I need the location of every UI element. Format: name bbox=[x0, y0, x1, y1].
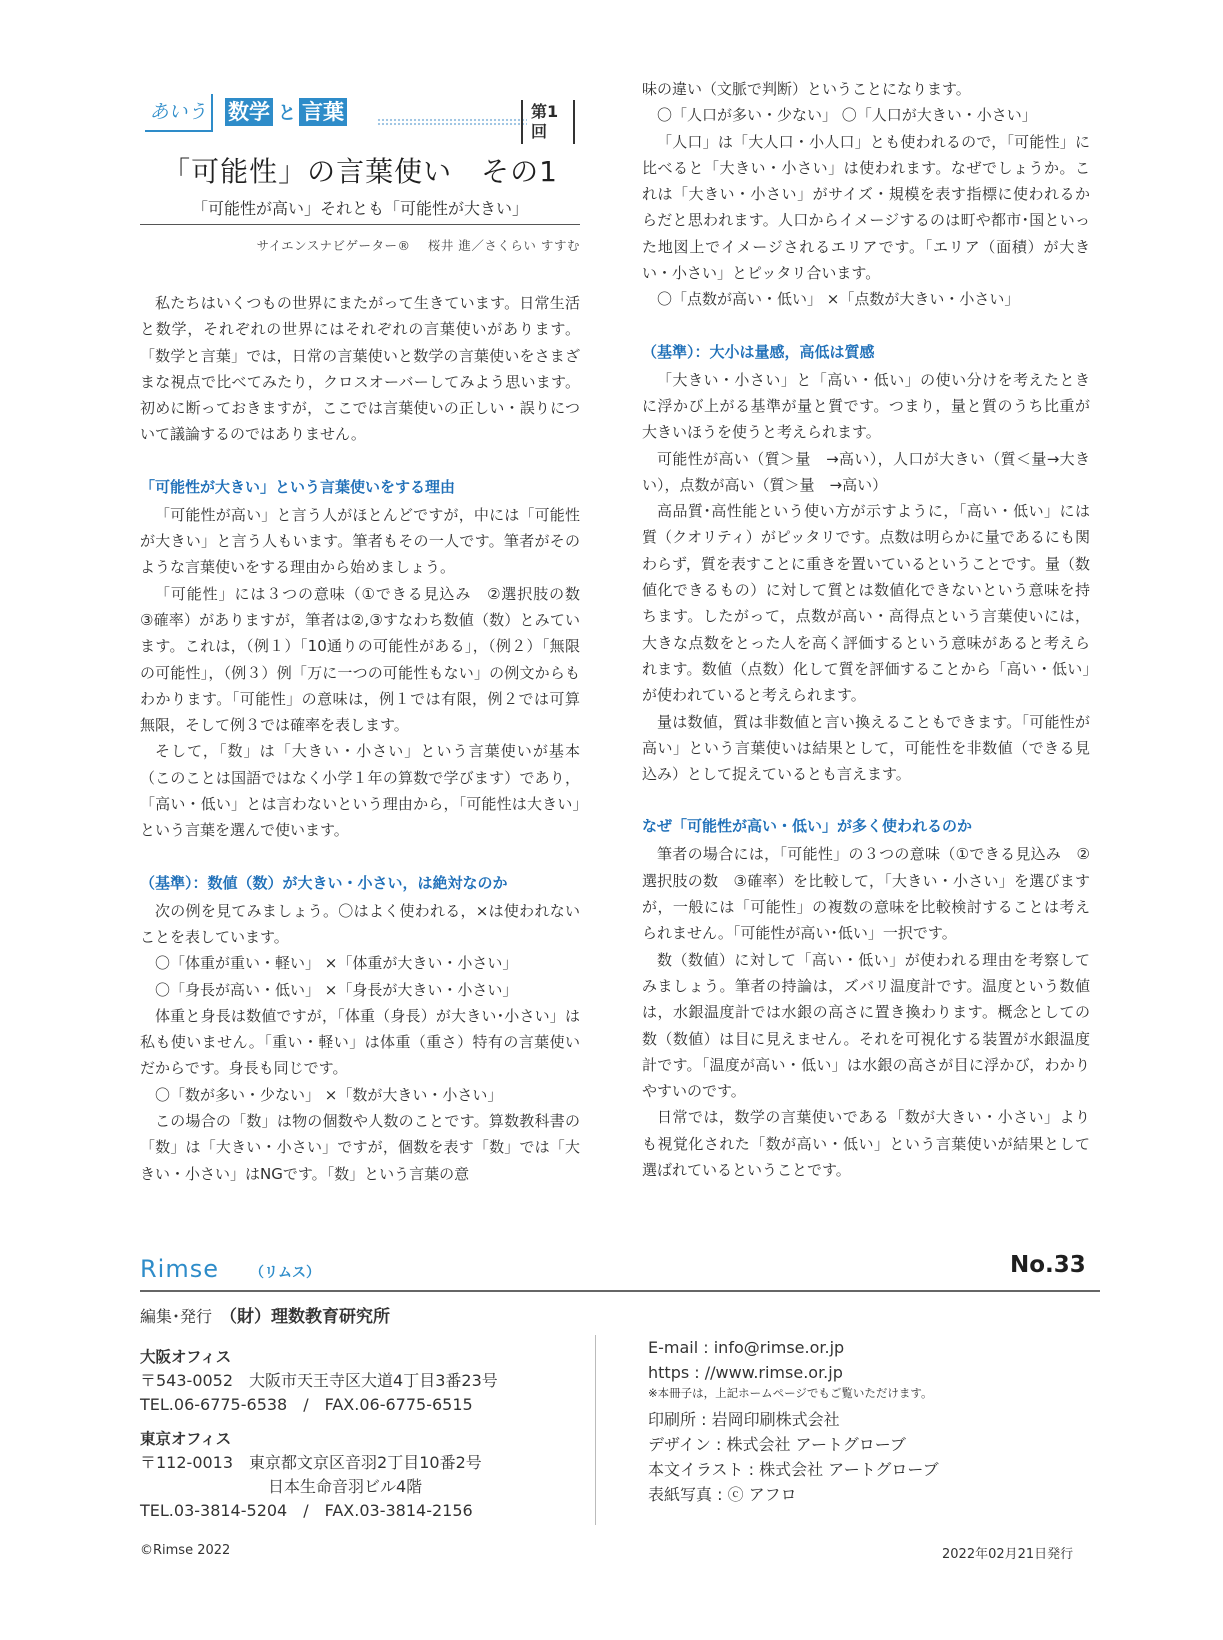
footer-vertical-divider bbox=[595, 1335, 596, 1525]
credit-illustration: 本文イラスト : 株式会社 アートグローブ bbox=[648, 1460, 939, 1479]
section-heading-2: （基準）：数値（数）が大きい・小さい，は絶対なのか bbox=[140, 873, 508, 892]
paragraph: 「大きい・小さい」と「高い・低い」の使い分けを考えたときに浮かび上がる基準が量と質です。つまり，量と質のうち比重が大きいほうを使うと考えられます。 bbox=[642, 370, 1090, 442]
series-word-and: と bbox=[278, 103, 296, 124]
author-byline: サイエンスナビゲーター® 桜井 進／さくらい すすむ bbox=[256, 238, 580, 253]
tokyo-address: 〒112-0013 東京都文京区音羽2丁目10番2号 bbox=[140, 1453, 482, 1472]
series-word-math: 数学 bbox=[225, 98, 273, 126]
website-note: ※本冊子は，上記ホームページでもご覧いただけます。 bbox=[648, 1386, 933, 1400]
right-column bbox=[642, 76, 1090, 1183]
contact-credits bbox=[648, 1335, 1098, 1507]
tokyo-office-name: 東京オフィス bbox=[140, 1430, 232, 1448]
publisher-label: 編集･発行 bbox=[140, 1307, 213, 1326]
publisher-name: （財）理数教育研究所 bbox=[220, 1307, 391, 1327]
paragraph: 量は数値，質は非数値と言い換えることもできます。「可能性が高い」という言葉使いは結果として，可能性を非数値（できる見込み）として捉えているとも言えます。 bbox=[642, 712, 1090, 784]
intro-paragraph: 私たちはいくつもの世界にまたがって生きています。日常生活と数学，それぞれの世界にはそれぞれの言葉使いがあります。「数学と言葉」では，日常の言葉使いと数学の言葉使いをさまざまな視点で比べてみたり，クロスオーバーしてみよう思います。初めに断っておきますが，ここでは言葉使いの正しい・誤りについて議論するのではありません。 bbox=[140, 294, 580, 444]
brand-kana: （リムス） bbox=[250, 1265, 320, 1281]
paragraph: 可能性が高い（質＞量 →高い），人口が大きい（質＜量→大きい），点数が高い（質＞量 →高い） bbox=[642, 449, 1090, 494]
credit-printer: 印刷所 : 岩岡印刷株式会社 bbox=[648, 1410, 840, 1429]
example-line: 〇「身長が高い・低い」 ×「身長が大きい・小さい」 bbox=[155, 980, 518, 999]
tokyo-tel-fax: TEL.03-3814-5204 / FAX.03-3814-2156 bbox=[140, 1501, 473, 1520]
publisher bbox=[140, 1302, 390, 1327]
email-link[interactable]: E-mail : info@rimse.or.jp bbox=[648, 1338, 845, 1357]
paragraph: 「可能性」には３つの意味（①できる見込み ②選択肢の数 ③確率）がありますが，筆者は②,③すなわち数値（数）とみています。これは，（例１）「10通りの可能性がある」，（例２）「無限の可能性」，（例３）例「万に一つの可能性もない」の例文からもわかります。「可能性」の意味は，例１では有限，例２では可算無限，そして例３では確率を表します。 bbox=[140, 584, 596, 735]
publication-date: 2022年02月21日発行 bbox=[942, 1547, 1074, 1562]
paragraph: 筆者の場合には，「可能性」の３つの意味（①できる見込み ②選択肢の数 ③確率）を比較して，「大きい・小さい」を選びますが，一般には「可能性」の複数の意味を比較検討することは考えられません。「可能性が高い･低い」一択です。 bbox=[642, 845, 1090, 943]
brand-logo: Rimse bbox=[140, 1255, 219, 1283]
example-line: 〇「数が多い・少ない」 ×「数が大きい・小さい」 bbox=[155, 1085, 503, 1104]
copyright: ©Rimse 2022 bbox=[140, 1543, 231, 1558]
credit-cover-photo: 表紙写真 : ⓒ アフロ bbox=[648, 1485, 797, 1504]
paragraph: そして，「数」は「大きい・小さい」という言葉使いが基本（このことは国語ではなく小学１年の算数で学びます）であり，「高い・低い」とは言わないという理由から，「可能性は大きい」という言葉を選んで使います。 bbox=[140, 742, 580, 840]
osaka-tel-fax: TEL.06-6775-6538 / FAX.06-6775-6515 bbox=[140, 1395, 473, 1414]
paragraph: 「人口」は「大人口・小人口」とも使われるので，「可能性」に比べると「大きい・小さい」は使われます。なぜでしょうか。これは「大きい・小さい」がサイズ・規模を表す指標に使われるからだと思われます。人口からイメージするのは町や都市･国といった地図上でイメージされるエリアです。「エリア（面積）が大きい・小さい」とピッタリ合います。 bbox=[642, 132, 1090, 283]
section-heading-4: なぜ「可能性が高い・低い」が多く使われるのか bbox=[642, 817, 973, 836]
paragraph: 「可能性が高い」と言う人がほとんどですが，中には「可能性が大きい」と言う人もいます。筆者もその一人です。筆者がそのような言葉使いをする理由から始めましょう。 bbox=[140, 505, 580, 577]
series-logo-mark: あいう bbox=[145, 94, 213, 132]
footer-divider bbox=[140, 1290, 1100, 1292]
title-divider bbox=[140, 224, 580, 225]
issue-label: 第1回 bbox=[521, 100, 575, 144]
paragraph-continued: 味の違い（文脈で判断）ということになります。 bbox=[642, 80, 971, 98]
page-subtitle: 「可能性が高い」それとも「可能性が大きい」 bbox=[191, 199, 528, 218]
decorative-dot-pattern bbox=[377, 118, 527, 126]
paragraph: この場合の「数」は物の個数や人数のことです。算数教科書の「数」は「大きい・小さい」ですが，個数を表す「数」では「大きい・小さい」はNGです。「数」という言葉の意 bbox=[140, 1112, 580, 1183]
example-line: 〇「体重が重い・軽い」 ×「体重が大きい・小さい」 bbox=[155, 954, 518, 973]
example-line: 〇「人口が多い・少ない」 〇「人口が大きい・小さい」 bbox=[657, 106, 1037, 125]
paragraph: 次の例を見てみましょう。〇はよく使われる，×は使われないことを表しています。 bbox=[140, 901, 580, 946]
page-title: 「可能性」の言葉使い その1 bbox=[162, 155, 558, 188]
paragraph: 数（数値）に対して「高い・低い」が使われる理由を考察してみましょう。筆者の持論は，ズバリ温度計です。温度という数値は，水銀温度計では水銀の高さに置き換わります。概念としての数（数値）は目に見えません。それを可視化する装置が水銀温度計です。「温度が高い・低い」は水銀の高さが目に浮かび，わかりやすいのです。 bbox=[642, 950, 1090, 1101]
section-heading-1: 「可能性が大きい」という言葉使いをする理由 bbox=[140, 477, 456, 496]
example-line: 〇「点数が高い・低い」 ×「点数が大きい・小さい」 bbox=[657, 290, 1020, 309]
issue-number: No.33 bbox=[1010, 1252, 1086, 1278]
series-word-words: 言葉 bbox=[299, 98, 347, 126]
section-heading-3: （基準）：大小は量感，高低は質感 bbox=[642, 342, 875, 361]
office-addresses bbox=[140, 1345, 580, 1523]
paragraph: 日常では，数学の言葉使いである「数が大きい・小さい」よりも視覚化された「数が高い・低い」という言葉使いが結果として選ばれているということです。 bbox=[642, 1108, 1090, 1179]
osaka-office-name: 大阪オフィス bbox=[140, 1348, 232, 1366]
paragraph: 高品質･高性能という使い方が示すように，「高い・低い」には質（クオリティ）がピッタリです。点数は明らかに量であるにも関わらず，質を表すことに重きを置いているということです。量（数値化できるもの）に対して質とは数値化できないという意味を持ちます。したがって，点数が高い・高得点という言葉使いには，大きな点数をとった人を高く評価するという意味があると考えられます。数値（点数）化して質を評価することから「高い・低い」が使われていると考えられます。 bbox=[642, 502, 1090, 705]
tokyo-building: 日本生命音羽ビル4階 bbox=[268, 1477, 423, 1496]
credit-design: デザイン : 株式会社 アートグローブ bbox=[648, 1435, 906, 1454]
osaka-address: 〒543-0052 大阪市天王寺区大道4丁目3番23号 bbox=[140, 1371, 498, 1390]
website-link[interactable]: https : //www.rimse.or.jp bbox=[648, 1363, 843, 1382]
series-logo bbox=[145, 92, 575, 141]
left-column bbox=[140, 290, 596, 1187]
series-title bbox=[225, 98, 349, 126]
paragraph: 体重と身長は数値ですが，「体重（身長）が大きい･小さい」は私も使いません。「重い・軽い」は体重（重さ）特有の言葉使いだからです。身長も同じです。 bbox=[140, 1006, 580, 1078]
